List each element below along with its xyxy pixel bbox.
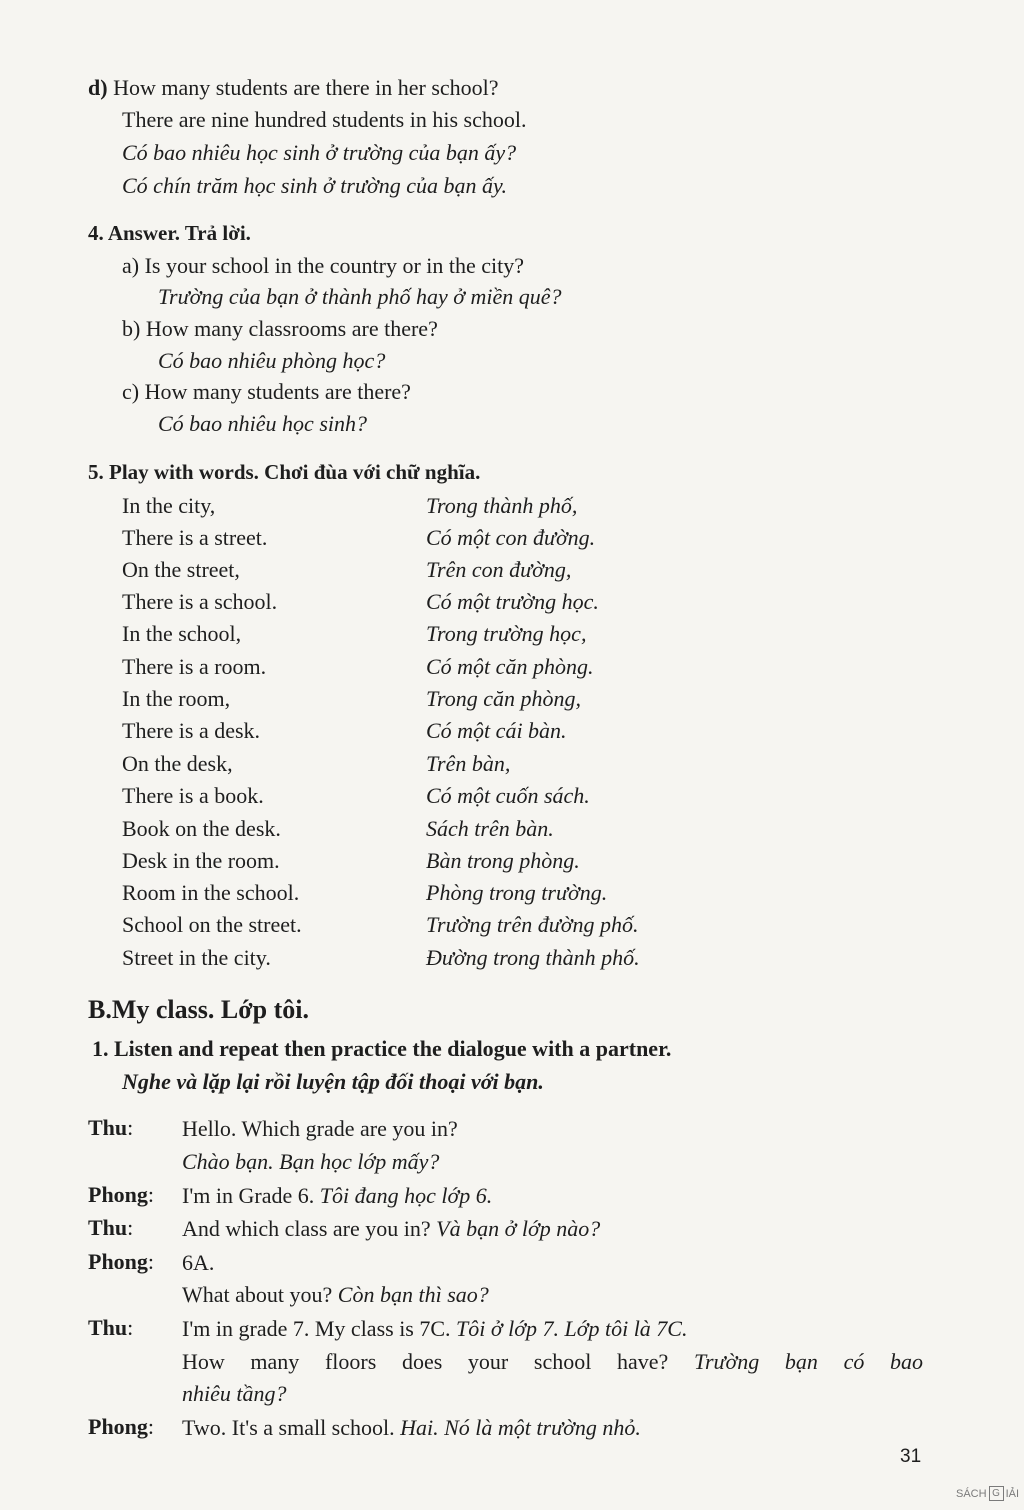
question-text: How many students are there in her school?: [113, 75, 499, 100]
dialogue-line-vi: Chào bạn. Bạn học lớp mấy?: [182, 1149, 440, 1174]
section-4-item-b: [122, 315, 438, 343]
dialogue-line: How many floors does your school have? Trường bạn có bao: [182, 1349, 924, 1374]
exercise-3d-question-vi: Có bao nhiêu học sinh ở trường của bạn ấy?: [122, 140, 517, 165]
section-4-item-a-vi: Trường của bạn ở thành phố hay ở miền quê?: [158, 284, 562, 309]
exercise-3d-question: [88, 74, 499, 102]
watermark-logo: SÁCH G IẢI: [956, 1487, 1020, 1500]
dialogue-line: I'm in grade 7. My class is 7C. Tôi ở lớp 7. Lớp tôi là 7C.: [182, 1316, 688, 1341]
poem-line-en: Street in the city.: [122, 945, 271, 970]
exercise-3d-answer: There are nine hundred students in his school.: [122, 107, 527, 132]
speaker-thu: Thu:: [88, 1215, 134, 1240]
speaker-phong: Phong:: [88, 1182, 155, 1207]
exercise-3d-answer-vi: Có chín trăm học sinh ở trường của bạn ấy.: [122, 173, 508, 198]
poem-line-vi: Bàn trong phòng.: [426, 848, 580, 873]
dialogue-line: 6A.: [182, 1250, 215, 1275]
poem-line-en: There is a room.: [122, 654, 267, 679]
poem-line-vi: Có một căn phòng.: [426, 654, 594, 679]
item-label: b): [122, 316, 141, 341]
item-label: d): [88, 75, 108, 100]
poem-line-en: There is a school.: [122, 589, 278, 614]
poem-line-vi: Có một cuốn sách.: [426, 783, 590, 808]
section-4-item-c: [122, 378, 411, 406]
poem-line-en: Room in the school.: [122, 880, 300, 905]
poem-line-vi: Sách trên bàn.: [426, 816, 554, 841]
section-4-item-c-vi: Có bao nhiêu học sinh?: [158, 411, 367, 436]
poem-line-en: There is a street.: [122, 525, 268, 550]
poem-line-vi: Trong trường học,: [426, 621, 587, 646]
item-label: c): [122, 379, 140, 404]
dialogue-line: Hello. Which grade are you in?: [182, 1116, 458, 1141]
item-question: How many students are there?: [144, 379, 411, 404]
dialogue-line: I'm in Grade 6. Tôi đang học lớp 6.: [182, 1183, 493, 1208]
section-5-heading: 5. Play with words. Chơi đùa với chữ nghĩa.: [88, 460, 481, 484]
item-question: How many classrooms are there?: [145, 316, 438, 341]
item-question: Is your school in the country or in the city?: [144, 253, 525, 278]
dialogue-line: Two. It's a small school. Hai. Nó là một trường nhỏ.: [182, 1415, 641, 1440]
poem-line-en: In the room,: [122, 686, 231, 711]
poem-line-vi: Trên bàn,: [426, 751, 511, 776]
poem-line-vi: Trường trên đường phố.: [426, 912, 639, 937]
poem-line-en: There is a book.: [122, 783, 264, 808]
dialogue-line: And which class are you in? Và bạn ở lớp nào?: [182, 1216, 601, 1241]
poem-line-vi: Trên con đường,: [426, 557, 572, 582]
poem-line-vi: Có một con đường.: [426, 525, 596, 550]
poem-line-en: Book on the desk.: [122, 816, 281, 841]
exercise-b1-instruction-vi: Nghe và lặp lại rồi luyện tập đối thoại với bạn.: [122, 1069, 544, 1094]
poem-line-en: In the city,: [122, 493, 216, 518]
speaker-phong: Phong:: [88, 1414, 155, 1439]
poem-line-en: There is a desk.: [122, 718, 261, 743]
dialogue-line: What about you? Còn bạn thì sao?: [182, 1282, 489, 1307]
section-4-item-b-vi: Có bao nhiêu phòng học?: [158, 348, 386, 373]
poem-line-vi: Trong thành phố,: [426, 493, 578, 518]
section-b-heading: B.My class. Lớp tôi.: [88, 995, 309, 1024]
item-label: a): [122, 253, 140, 278]
speaker-phong: Phong:: [88, 1249, 155, 1274]
poem-line-vi: Có một trường học.: [426, 589, 599, 614]
poem-line-vi: Trong căn phòng,: [426, 686, 582, 711]
poem-line-en: Desk in the room.: [122, 848, 280, 873]
dialogue-line-vi: nhiêu tầng?: [182, 1381, 287, 1406]
poem-line-en: On the desk,: [122, 751, 233, 776]
section-4-heading: 4. Answer. Trả lời.: [88, 221, 251, 245]
poem-line-en: In the school,: [122, 621, 242, 646]
speaker-thu: Thu:: [88, 1115, 134, 1140]
exercise-b1-instruction: 1. Listen and repeat then practice the dialogue with a partner.: [92, 1036, 672, 1061]
poem-line-en: School on the street.: [122, 912, 302, 937]
section-4-item-a: [122, 252, 524, 280]
poem-line-vi: Có một cái bàn.: [426, 718, 567, 743]
poem-line-vi: Phòng trong trường.: [426, 880, 608, 905]
poem-line-en: On the street,: [122, 557, 240, 582]
speaker-thu: Thu:: [88, 1315, 134, 1340]
page-number: 31: [900, 1446, 922, 1467]
poem-line-vi: Đường trong thành phố.: [426, 945, 640, 970]
